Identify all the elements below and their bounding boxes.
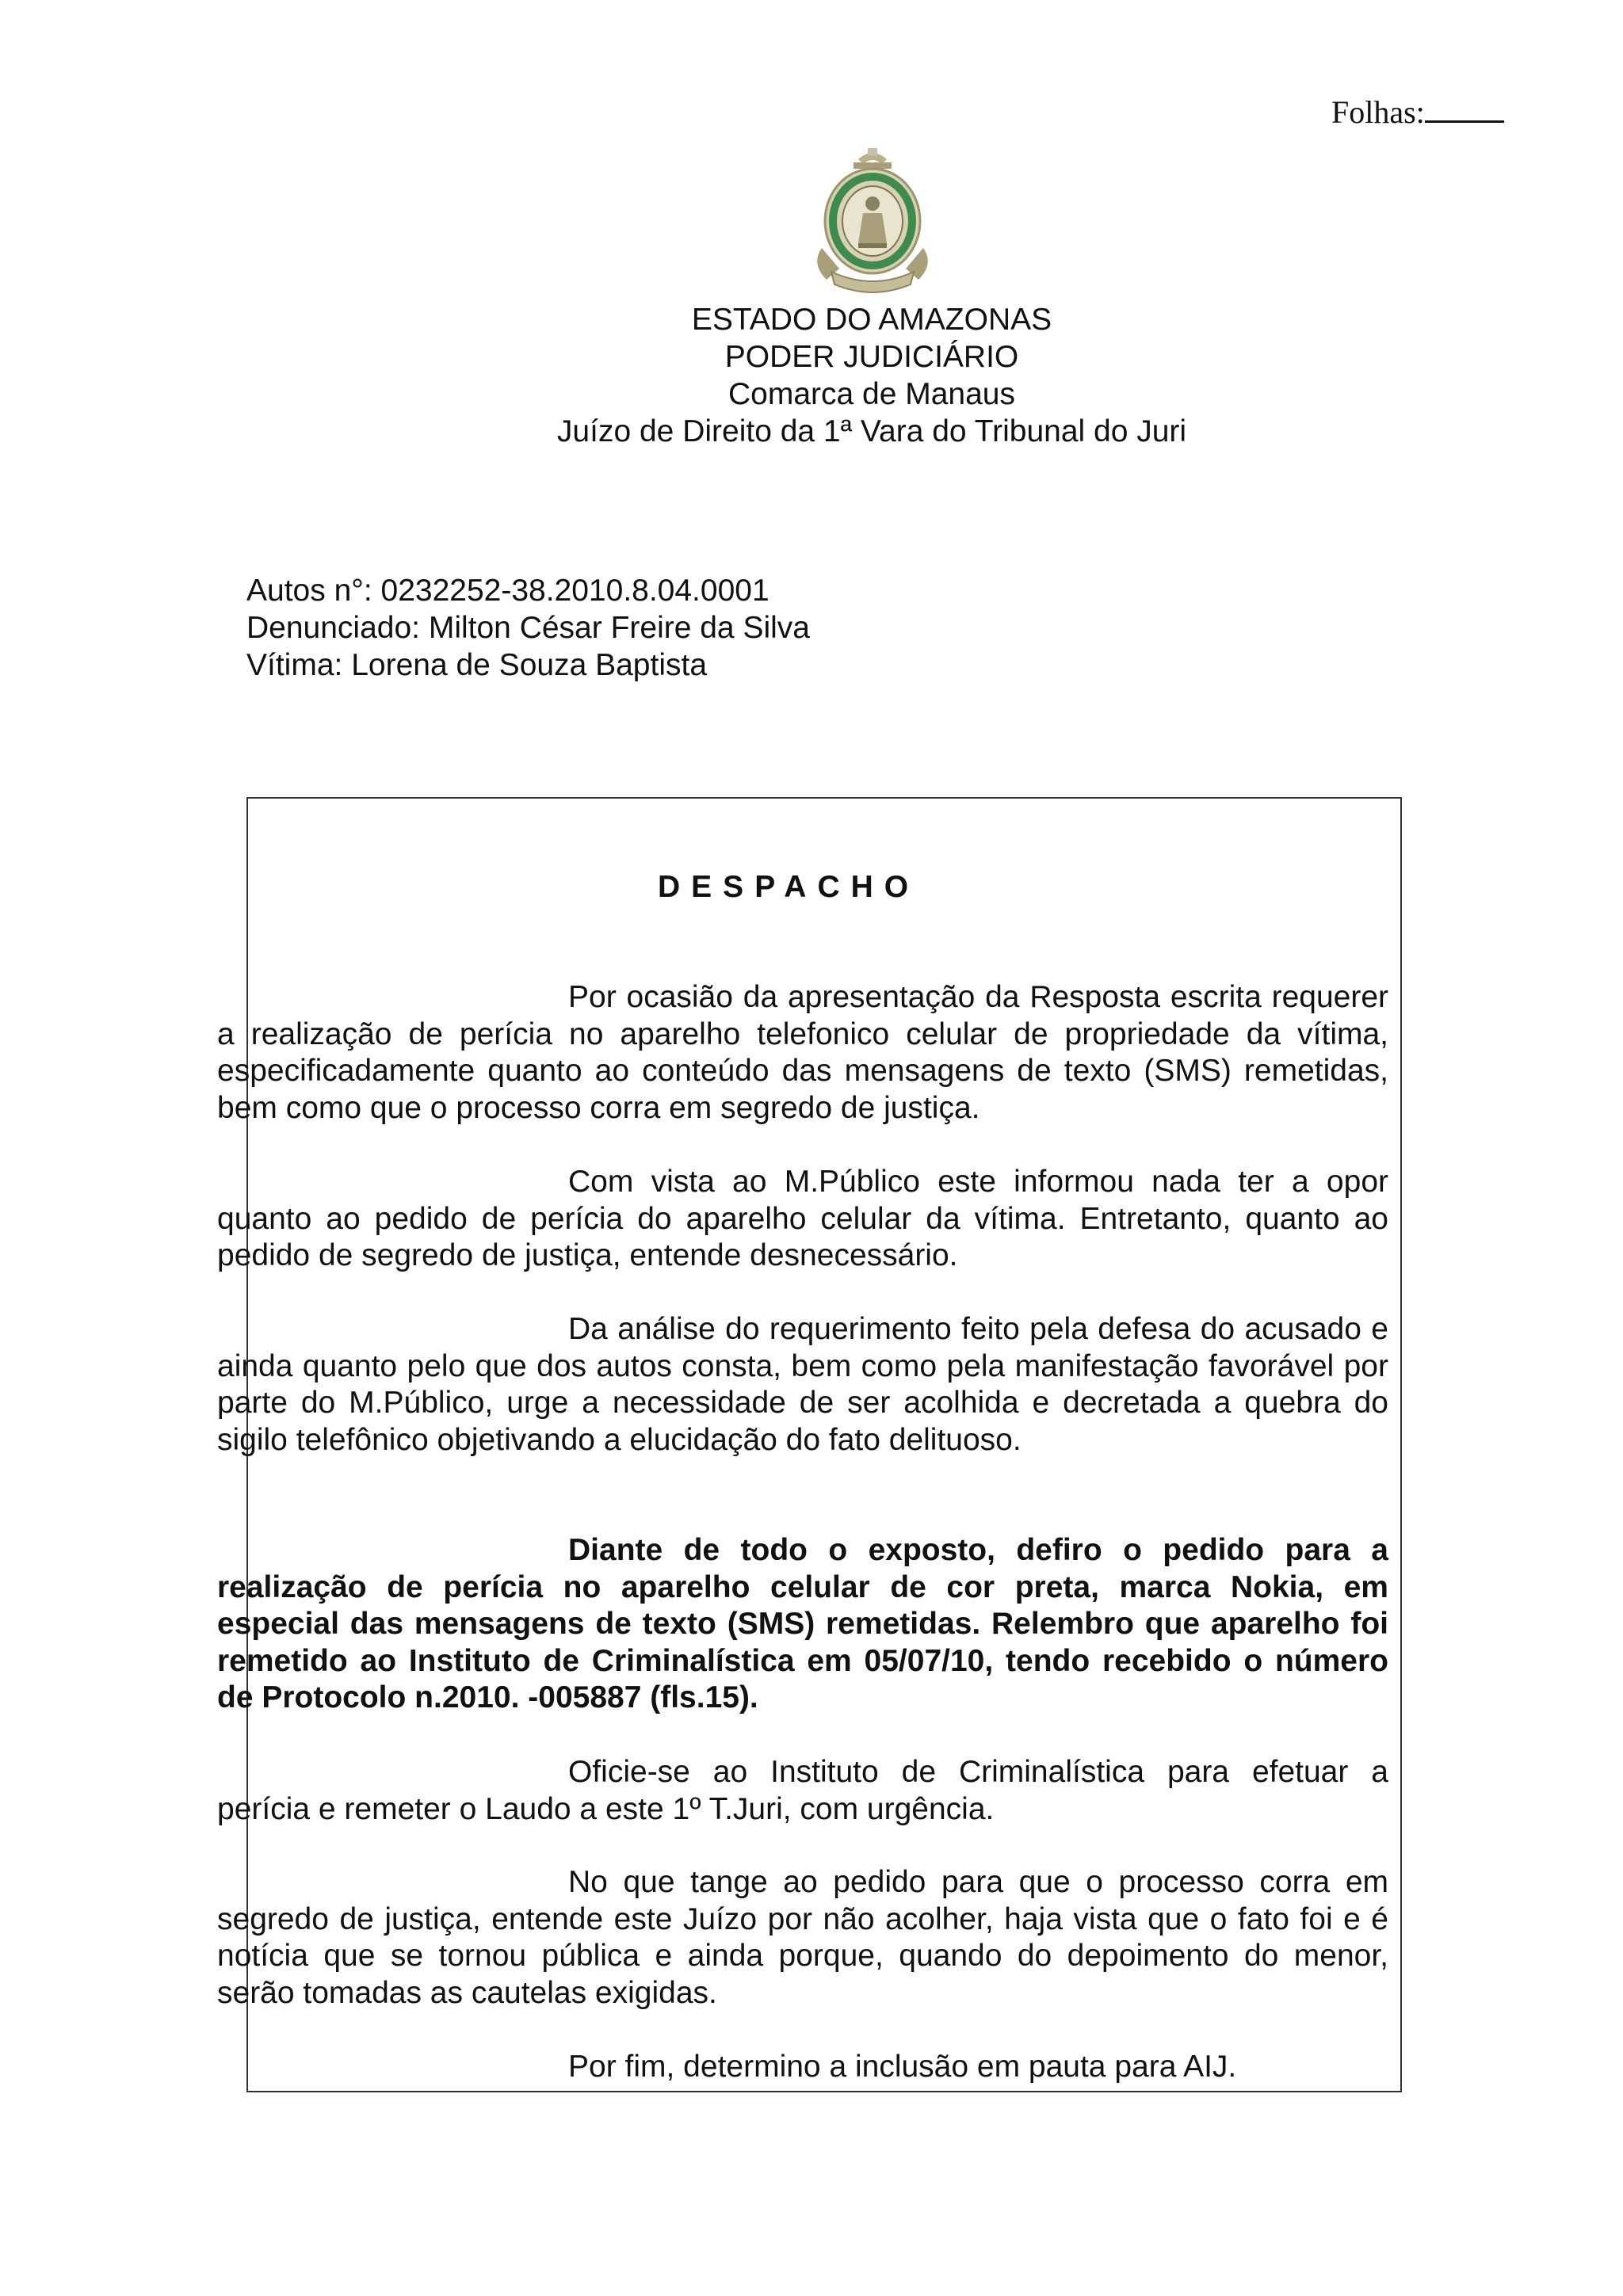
paragraph-6: No que tange ao pedido para que o processo corra em segredo de justiça, entende este Juízo por não acolher, haja vista que o fato foi e é notícia que se tornou pública e ainda porque, quando do depoimento do menor, serão tomadas as cautelas exigidas. (217, 1865, 1388, 2010)
case-victim: Vítima: Lorena de Souza Baptista (246, 648, 708, 682)
document-title: DESPACHO (658, 870, 920, 904)
court-header (0, 301, 1623, 450)
case-defendant: Denunciado: Milton César Freire da Silva (246, 611, 810, 645)
paragraph-7: Por fim, determino a inclusão em pauta para AIJ. (568, 2050, 1237, 2084)
folhas-blank-line (1425, 97, 1504, 123)
case-info (246, 572, 810, 684)
header-state: ESTADO DO AMAZONAS (691, 303, 1052, 337)
header-district: Comarca de Manaus (727, 377, 1015, 411)
paragraph-1: Por ocasião da apresentação da Resposta escrita requerer a realização de perícia no aparelho telefonico celular de propriedade da vítima, especificadamente quanto ao conteúdo das mensagens de texto (SMS) remetidas, bem como que o processo corra em segredo de justiça. (217, 980, 1388, 1125)
header-court: Juízo de Direito da 1ª Vara do Tribunal do Juri (556, 414, 1187, 448)
folhas-field (1331, 93, 1504, 131)
court-coat-of-arms-icon (803, 145, 942, 296)
case-number: Autos n°: 0232252-38.2010.8.04.0001 (246, 574, 769, 608)
paragraph-3: Da análise do requerimento feito pela defesa do acusado e ainda quanto pelo que dos autos consta, bem como pela manifestação favorável por parte do M.Público, urge a necessidade de ser acolhida e decretada a quebra do sigilo telefônico objetivando a elucidação do fato delituoso. (217, 1312, 1388, 1457)
paragraph-2: Com vista ao M.Público este informou nada ter a opor quanto ao pedido de perícia do aparelho celular da vítima. Entretanto, quanto ao pedido de segredo de justiça, entende desnecessário. (217, 1165, 1388, 1272)
paragraph-4-decision: Diante de todo o exposto, defiro o pedido para a realização de perícia no aparelho celular de cor preta, marca Nokia, em especial das mensagens de texto (SMS) remetidas. Relembro que aparelho foi remetido ao Instituto de Criminalística em 05/07/10, tendo recebido o número de Protocolo n.2010. -005887 (fls.15). (217, 1533, 1388, 1714)
folhas-label: Folhas: (1331, 94, 1425, 130)
header-branch: PODER JUDICIÁRIO (724, 340, 1019, 374)
paragraph-5: Oficie-se ao Instituto de Criminalística para efetuar a perícia e remeter o Laudo a este 1º T.Juri, com urgência. (217, 1755, 1388, 1826)
